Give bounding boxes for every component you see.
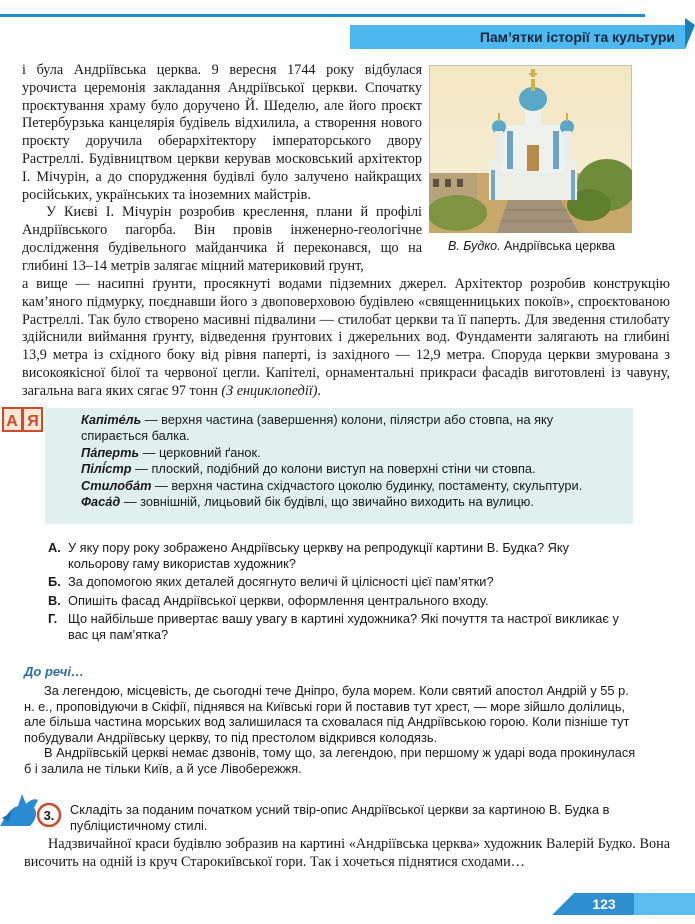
glossary-item bbox=[57, 494, 623, 510]
task-text: Складіть за поданим початком усний твір-опис Андріївської церкви за картиною В. Будка в публіцистичному стилі. bbox=[70, 802, 610, 833]
legend-text bbox=[24, 683, 636, 777]
paragraph-2a: У Києві І. Мічурін розробив креслення, плани й профілі Андріївського пагорба. Він провів інженерно-геологічне дослідження будівельного майданчика й переконався, що на глибині 13–14 метрів залягає міцний материковий ґрунт, bbox=[22, 204, 422, 274]
caption-author: В. Будко. bbox=[447, 239, 501, 253]
paragraph-2b bbox=[22, 276, 670, 401]
task-number: 3. bbox=[43, 808, 55, 823]
glossary-def: — церковний ґанок. bbox=[139, 444, 261, 460]
legend-paragraph-1: За легендою, місцевість, де сьогодні тече Дніпро, була морем. Коли святий апостол Андрій у 55 р. н. е., проповідуючи в Скіфії, піднявся на Київські гори й поставив тут хрест, — море зійшло долілиць, але більша частина морських вод залишилася та сховалася під Андріївською горою. Коли пізніше тут побудували Андріївську церкву, то під престолом відкрився колодязь. bbox=[24, 683, 630, 745]
caption-title: Андріївська церква bbox=[500, 239, 616, 253]
page-tab-band bbox=[634, 893, 695, 915]
page-tab-slant bbox=[552, 893, 574, 915]
question-text: Що найбільше привертає вашу увагу в картині художника? Які почуття та настрої викликає у вас ця пам’ятка? bbox=[68, 611, 619, 642]
glossary-term: Стилоба́т bbox=[81, 477, 152, 493]
section-header bbox=[350, 25, 685, 49]
section-title: Пам’ятки історії та культури bbox=[479, 29, 675, 45]
glossary-item bbox=[57, 478, 623, 494]
andrew-church-painting bbox=[429, 65, 632, 233]
final-text: Надзвичайної краси будівлю зобразив на картині «Андріївська церква» художник Валерій Будко. Вона височить на одній із круч Старокиївської гори. Так і хочеться піднятися сходами… bbox=[24, 836, 670, 870]
glossary-term: Фаса́д bbox=[81, 494, 121, 510]
question-item bbox=[48, 611, 628, 642]
horse-rider-icon bbox=[0, 786, 70, 830]
icon-letter-a: А bbox=[6, 413, 18, 430]
glossary-item bbox=[57, 445, 623, 461]
main-text bbox=[22, 276, 670, 401]
glossary-box bbox=[45, 408, 633, 524]
glossary-term: Капіте́ль bbox=[81, 412, 142, 427]
legend-paragraph-2: В Андріївській церкві немає дзвонів, тому що, за легендою, при першому ж ударі вода прокинулася б і залила не тільки Київ, а й усе Лівобережжя. bbox=[24, 745, 636, 776]
question-item bbox=[48, 540, 628, 571]
header-fold bbox=[685, 18, 695, 49]
task-icon bbox=[0, 786, 70, 830]
glossary-def: — плоский, подібний до колони виступ на поверхні стіни чи стовпа. bbox=[131, 461, 536, 477]
header-rule bbox=[0, 14, 645, 17]
paragraph-1: і була Андріївська церква. 9 вересня 1744 року відбулася урочиста церемонія закладання Андріївської церкви. Спочатку проєктування храму було доручено Й. Шеделю, але його проєкт Петербурзька канцелярія будівель відхилила, а створення нового проєкту доручила оберархітектору імператорського двору Растреллі. Будівництвом церкви керував московський архітектор І. Мічурін, а до спорудження будівлі було залучено найкращих російських, українських та іноземних майстрів. bbox=[22, 62, 422, 203]
questions-list bbox=[48, 540, 628, 646]
page-number-tab bbox=[552, 893, 695, 915]
paragraph-2b-text: а вище — насипні ґрунти, просякнуті водами підземних джерел. Архітектор розробив конструкцію кам’яного підмурку, поєднавши його з двоповерховою будівлею «священницьких покоїв», спроєктованою Растреллі. Так було створено масивні підвалини — стилобат церкви та її паперть. Для зведення стилобату здійснили виймання ґрунту, відведення ґрунтових і джерельних вод. Фундаменти залягають на глибині 13,9 метра із східного боку від рівня паперті, із західного — 12,9 метра. Споруда церкви змурована з високоякісної білої та червоної цегли. Капітелі, орнаментальні прикраси фасадів виготовлені із чавуну, загальна вага яких сягає 97 тонн bbox=[22, 276, 670, 399]
glossary-item bbox=[57, 412, 623, 445]
question-item bbox=[48, 574, 628, 590]
question-letter: А. bbox=[48, 540, 61, 555]
question-text: Опишіть фасад Андріївської церкви, оформлення центрального входу. bbox=[68, 592, 489, 608]
source-note: (З енциклопедії) bbox=[221, 382, 318, 399]
glossary-def: — верхня частина східчастого цоколю будинку, постаменту, скульптури. bbox=[151, 477, 583, 493]
intro-column bbox=[22, 62, 422, 276]
paragraph-end: . bbox=[317, 382, 321, 399]
glossary-term: Пілі́стр bbox=[81, 461, 132, 477]
glossary-item bbox=[57, 461, 623, 477]
glossary-icon bbox=[2, 405, 44, 433]
question-letter: Г. bbox=[48, 611, 58, 627]
book-ay-icon bbox=[2, 405, 44, 433]
glossary-def: — верхня частина (завершення) колони, пілястри або стовпа, на яку спирається балка. bbox=[81, 412, 554, 444]
final-paragraph bbox=[24, 836, 670, 872]
page-number: 123 bbox=[574, 893, 634, 915]
question-item bbox=[48, 593, 628, 609]
icon-letter-ya: Я bbox=[27, 413, 39, 430]
glossary-def: — зовнішній, лицьовий бік будівлі, що звичайно виходить на вулицю. bbox=[120, 494, 534, 510]
glossary-term: Па́перть bbox=[81, 444, 140, 460]
painting-caption bbox=[429, 239, 634, 253]
question-letter: В. bbox=[48, 592, 61, 608]
question-letter: Б. bbox=[48, 574, 61, 590]
painting-image bbox=[429, 65, 632, 233]
dorechi-title: До речі… bbox=[24, 664, 84, 679]
question-text: За допомогою яких деталей досягнуто величі й цілісності цієї пам’ятки? bbox=[68, 574, 494, 590]
question-text: У яку пору року зображено Андріївську церкву на репродукції картини В. Будка? Яку кольорову гаму використав художник? bbox=[68, 540, 569, 571]
